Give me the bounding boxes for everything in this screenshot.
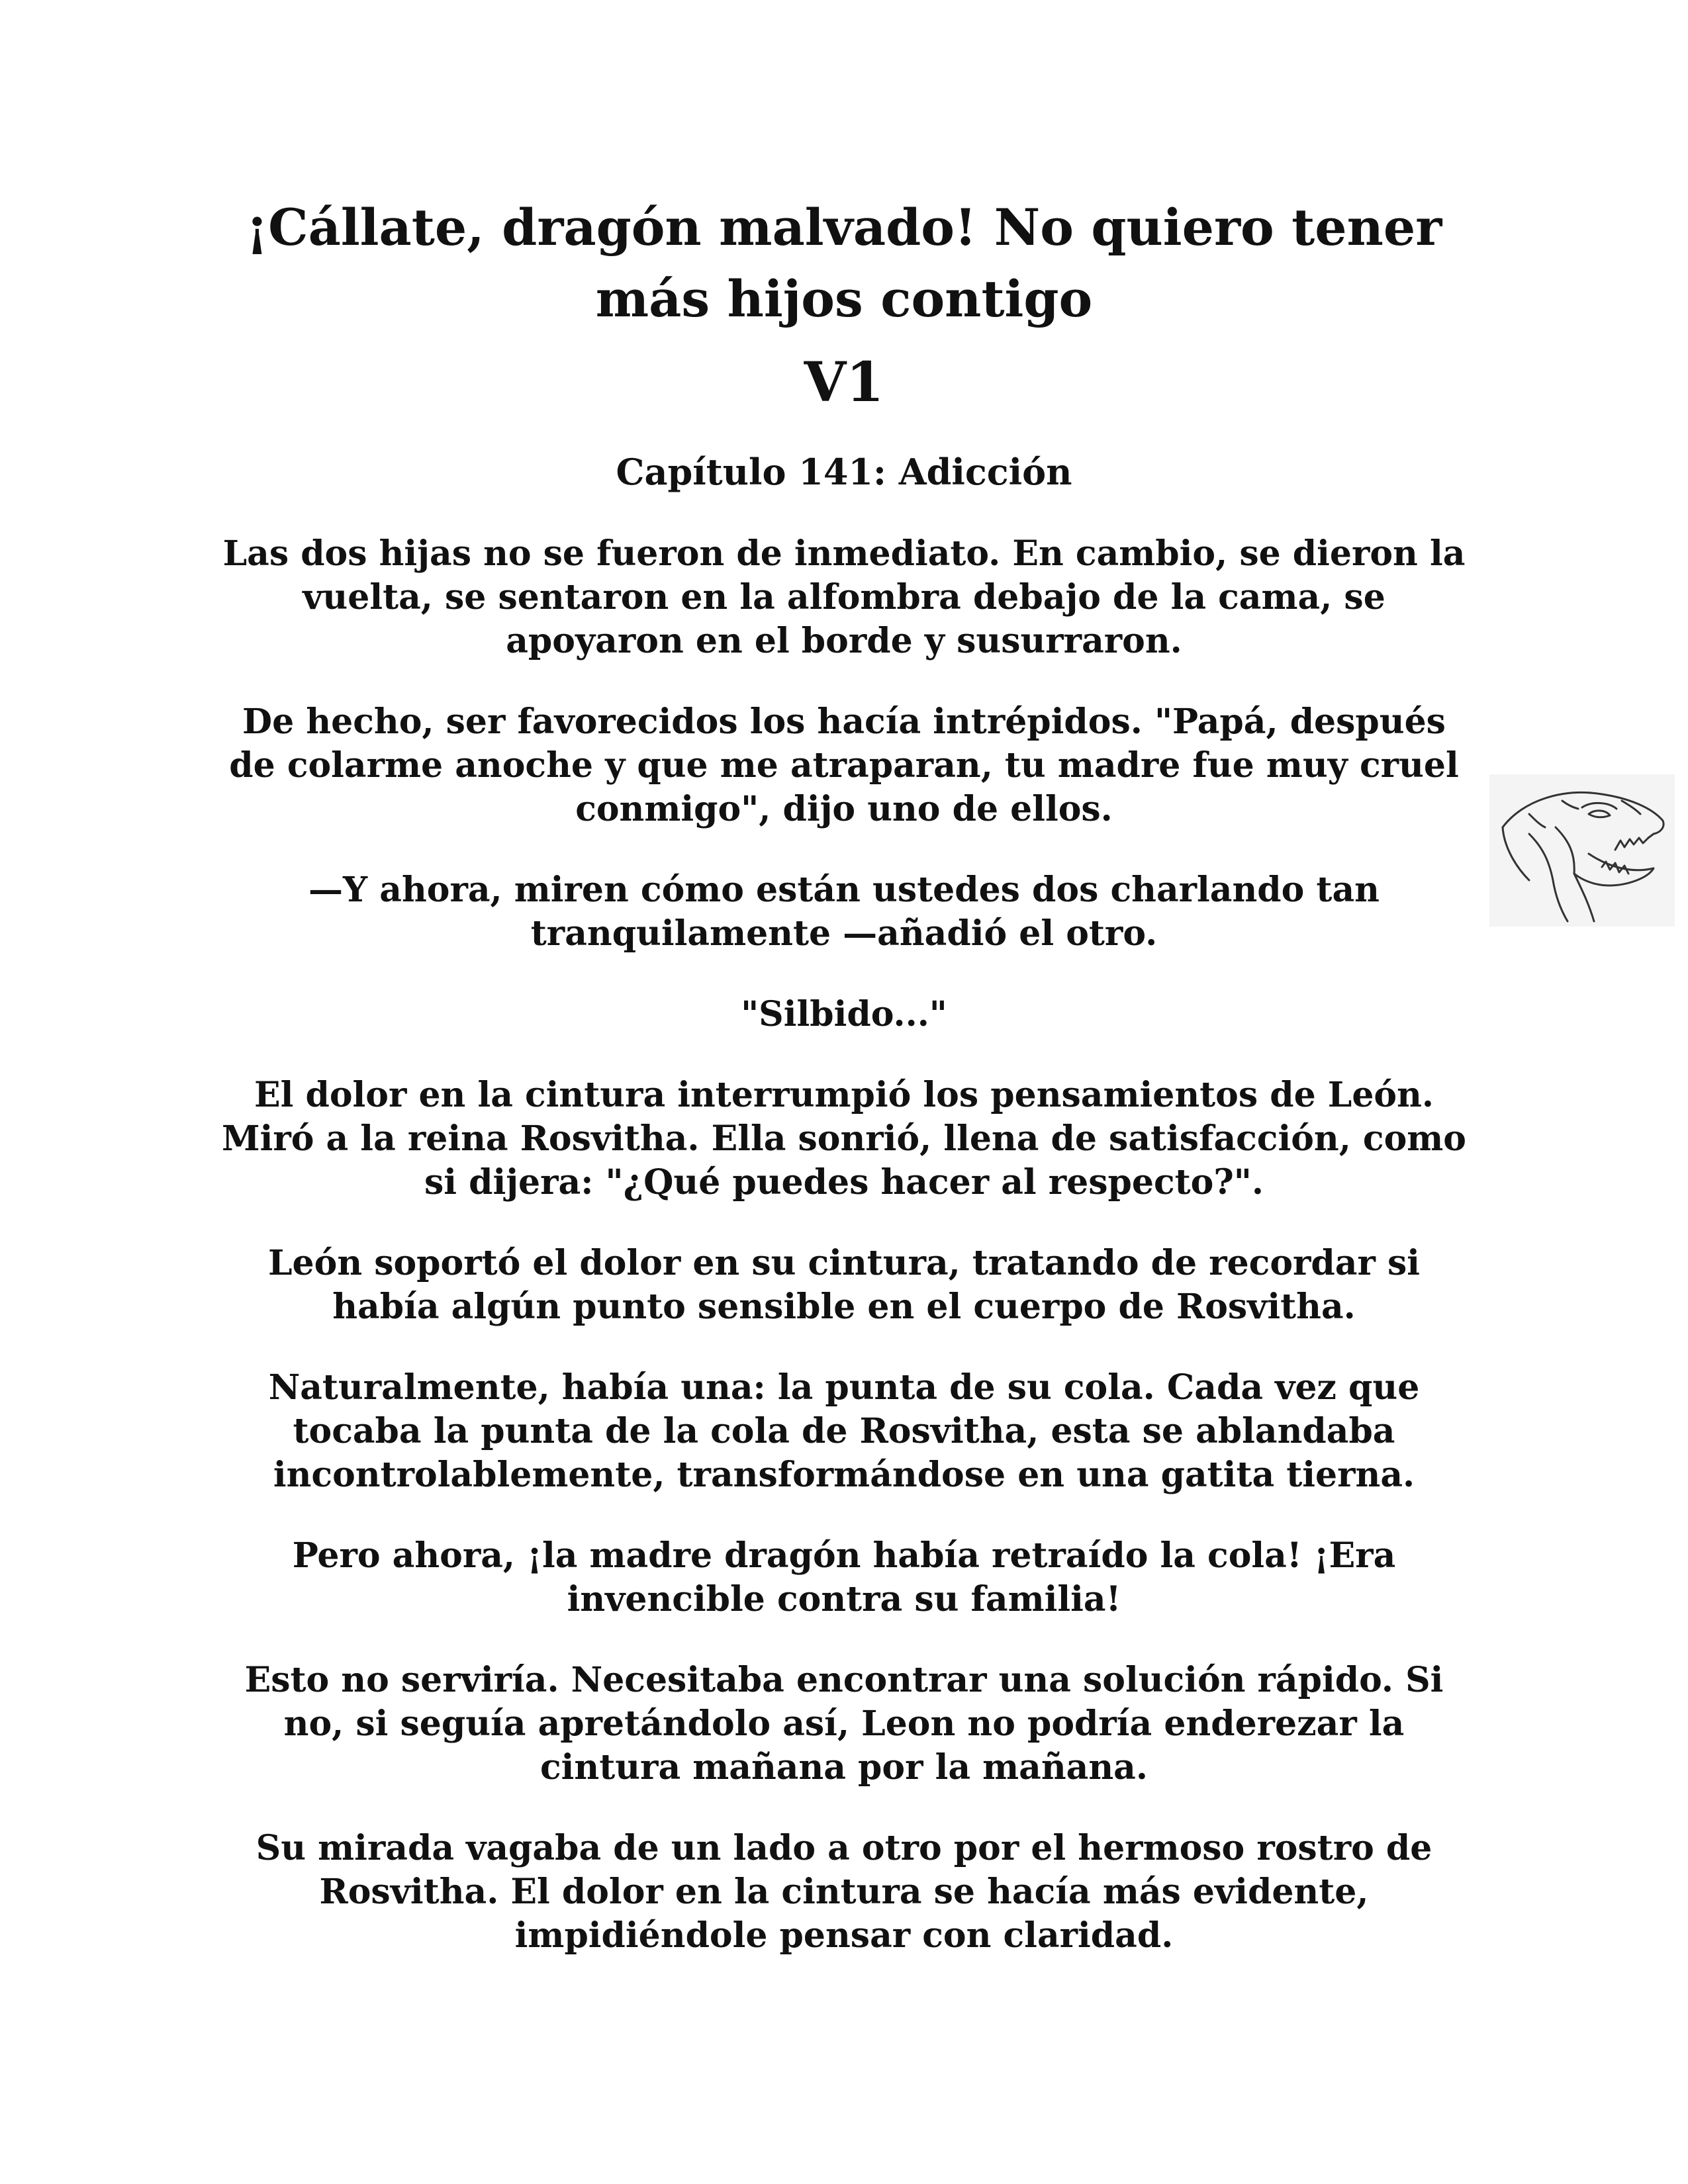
page-title bbox=[218, 192, 1470, 335]
volume-label: V1 bbox=[804, 351, 884, 414]
dinosaur-sketch-svg bbox=[1489, 774, 1675, 927]
text-column bbox=[218, 192, 1470, 1995]
paragraph: Naturalmente, había una: la punta de su cola. Cada vez que tocaba la punta de la cola de Rosvitha, esta se ablandaba incontrolablemente, transformándose en una gatita tierna. bbox=[268, 1367, 1420, 1495]
paragraph: —Y ahora, miren cómo están ustedes dos charlando tan tranquilamente —añadió el otro. bbox=[308, 870, 1380, 954]
paragraph: Las dos hijas no se fueron de inmediato. En cambio, se dieron la vuelta, se sentaron en la alfombra debajo de la cama, se apoyaron en el borde y susurraron. bbox=[222, 533, 1466, 661]
chapter-body bbox=[218, 532, 1470, 1958]
paragraph: De hecho, ser favorecidos los hacía intrépidos. "Papá, después de colarme anoche y que me atraparan, tu madre fue muy cruel conmigo", dijo uno de ellos. bbox=[229, 702, 1459, 829]
paragraph: León soportó el dolor en su cintura, tratando de recordar si había algún punto sensible en el cuerpo de Rosvitha. bbox=[267, 1243, 1421, 1327]
paragraph: El dolor en la cintura interrumpió los pensamientos de León. Miró a la reina Rosvitha. Ella sonrió, llena de satisfacción, como si dijera: "¿Qué puedes hacer al respecto?". bbox=[222, 1075, 1466, 1203]
chapter-heading: Capítulo 141: Adicción bbox=[616, 451, 1072, 493]
paragraph: Pero ahora, ¡la madre dragón había retraído la cola! ¡Era invencible contra su familia! bbox=[292, 1535, 1396, 1619]
paragraph: Esto no serviría. Necesitaba encontrar una solución rápido. Si no, si seguía apretándolo así, Leon no podría enderezar la cintura mañana por la mañana. bbox=[244, 1660, 1444, 1788]
dinosaur-head-sketch-icon bbox=[1489, 774, 1675, 927]
title-line-2: más hijos contigo bbox=[595, 269, 1093, 328]
paragraph: Su mirada vagaba de un lado a otro por el hermoso rostro de Rosvitha. El dolor en la cintura se hacía más evidente, impidiéndole pensar con claridad. bbox=[256, 1828, 1432, 1956]
title-line-1: ¡Cállate, dragón malvado! No quiero tener bbox=[246, 198, 1442, 257]
paragraph: "Silbido..." bbox=[741, 994, 947, 1034]
